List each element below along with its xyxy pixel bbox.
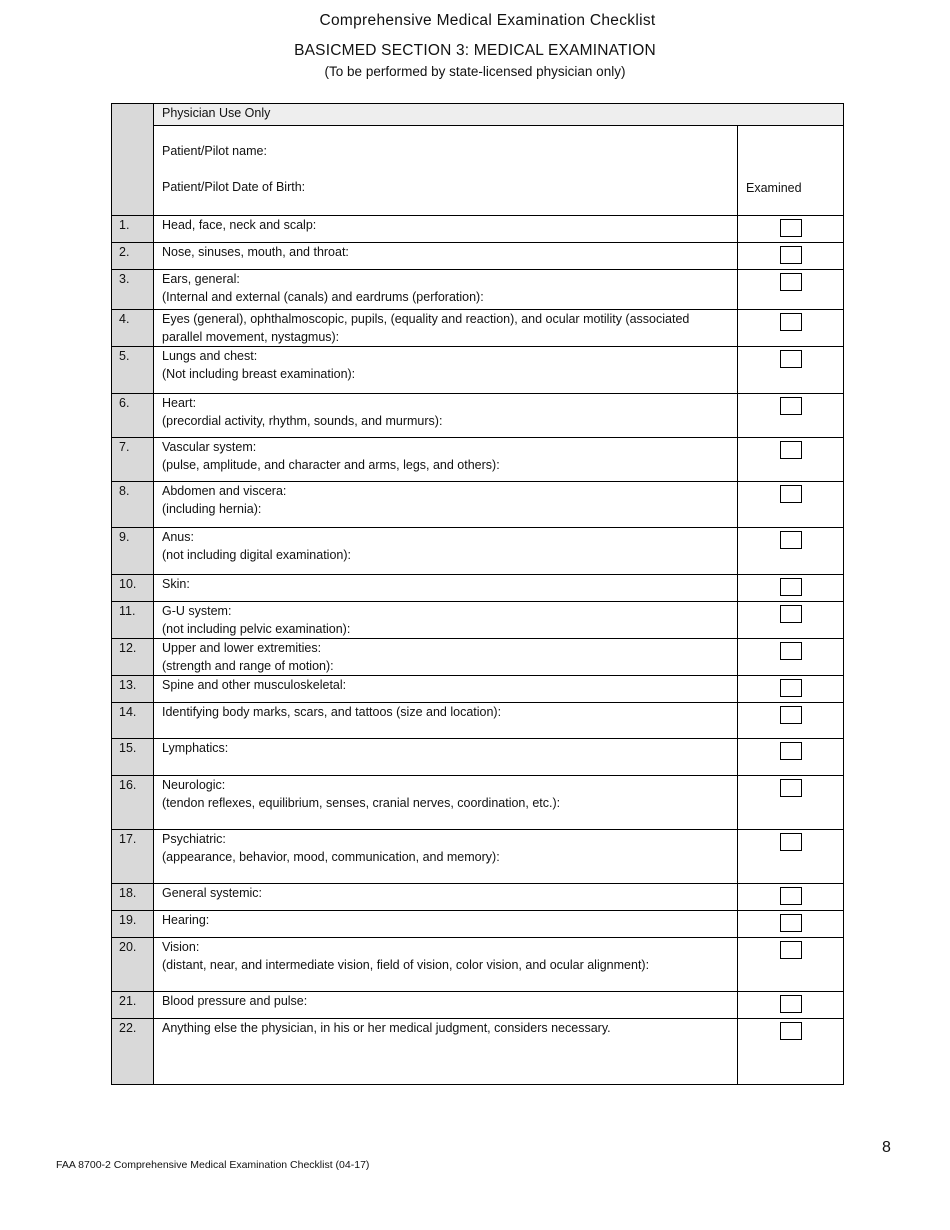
- item-title: Psychiatric:: [162, 832, 226, 846]
- item-title: Eyes (general), ophthalmoscopic, pupils, (equality and reaction), and ocular motility (associated: [162, 312, 690, 326]
- examined-checkbox[interactable]: [780, 350, 802, 368]
- table-row: [112, 830, 844, 884]
- examined-cell: [738, 776, 844, 830]
- item-description: [154, 676, 738, 703]
- examined-cell: [738, 911, 844, 938]
- table-row: [112, 639, 844, 676]
- item-number: 16.: [112, 776, 154, 830]
- examined-cell: [738, 676, 844, 703]
- examined-cell: [738, 830, 844, 884]
- item-description: [154, 270, 738, 310]
- examined-checkbox[interactable]: [780, 642, 802, 660]
- item-description: [154, 438, 738, 482]
- examined-cell: [738, 739, 844, 776]
- examined-cell: [738, 482, 844, 528]
- item-description: [154, 482, 738, 528]
- examined-cell: [738, 438, 844, 482]
- item-detail: (Not including breast examination):: [162, 367, 356, 381]
- examined-cell: [738, 216, 844, 243]
- item-description: [154, 911, 738, 938]
- examined-checkbox[interactable]: [780, 578, 802, 596]
- examined-checkbox[interactable]: [780, 742, 802, 760]
- item-number: 11.: [112, 602, 154, 639]
- table-row: [112, 776, 844, 830]
- examined-cell: [738, 310, 844, 347]
- item-title: Ears, general:: [162, 272, 240, 286]
- item-detail: (strength and range of motion):: [162, 659, 334, 673]
- item-number: 17.: [112, 830, 154, 884]
- examined-cell: [738, 270, 844, 310]
- examined-checkbox[interactable]: [780, 941, 802, 959]
- item-number: 12.: [112, 639, 154, 676]
- table-row: [112, 270, 844, 310]
- item-number: 1.: [112, 216, 154, 243]
- item-description: [154, 938, 738, 992]
- item-number: 18.: [112, 884, 154, 911]
- footer-form-id: FAA 8700-2 Comprehensive Medical Examination Checklist (04-17): [56, 1159, 370, 1171]
- item-description: [154, 243, 738, 270]
- examined-checkbox[interactable]: [780, 833, 802, 851]
- table-row: [112, 739, 844, 776]
- item-number: 7.: [112, 438, 154, 482]
- item-title: G-U system:: [162, 604, 232, 618]
- physician-use-label: Physician Use Only: [154, 104, 844, 126]
- item-number: 21.: [112, 992, 154, 1019]
- item-detail: (tendon reflexes, equilibrium, senses, cranial nerves, coordination, etc.):: [162, 796, 561, 810]
- table-row: [112, 1019, 844, 1085]
- table-row: [112, 676, 844, 703]
- table-row: [112, 482, 844, 528]
- item-title: Anything else the physician, in his or her medical judgment, considers necessary.: [162, 1021, 611, 1035]
- item-title: Neurologic:: [162, 778, 226, 792]
- examined-checkbox[interactable]: [780, 995, 802, 1013]
- examined-cell: [738, 347, 844, 394]
- item-title: Heart:: [162, 396, 197, 410]
- item-description: [154, 602, 738, 639]
- table-row: [112, 992, 844, 1019]
- table-row: [112, 938, 844, 992]
- examined-checkbox[interactable]: [780, 441, 802, 459]
- item-number: 5.: [112, 347, 154, 394]
- examined-checkbox[interactable]: [780, 1022, 802, 1040]
- item-title: Upper and lower extremities:: [162, 641, 322, 655]
- item-detail: (not including digital examination):: [162, 548, 351, 562]
- item-number: 15.: [112, 739, 154, 776]
- item-number: 13.: [112, 676, 154, 703]
- item-number: 9.: [112, 528, 154, 575]
- item-number: 19.: [112, 911, 154, 938]
- table-row: [112, 884, 844, 911]
- patient-dob-label: Patient/Pilot Date of Birth:: [162, 180, 306, 194]
- item-title: Anus:: [162, 530, 194, 544]
- examined-checkbox[interactable]: [780, 273, 802, 291]
- examined-checkbox[interactable]: [780, 313, 802, 331]
- item-description: [154, 830, 738, 884]
- examined-cell: [738, 602, 844, 639]
- examined-checkbox[interactable]: [780, 706, 802, 724]
- item-title: Head, face, neck and scalp:: [162, 218, 317, 232]
- examined-cell: [738, 394, 844, 438]
- table-row: [112, 347, 844, 394]
- item-description: [154, 575, 738, 602]
- item-number: 6.: [112, 394, 154, 438]
- table-row: [112, 528, 844, 575]
- item-detail: (pulse, amplitude, and character and arms, legs, and others):: [162, 458, 500, 472]
- item-title: General systemic:: [162, 886, 263, 900]
- item-detail: (not including pelvic examination):: [162, 622, 351, 636]
- examined-cell: [738, 938, 844, 992]
- item-number: 3.: [112, 270, 154, 310]
- patient-info-block: [154, 126, 738, 216]
- document-title: Comprehensive Medical Examination Checklist: [319, 12, 656, 29]
- examined-cell: [738, 703, 844, 739]
- item-description: [154, 776, 738, 830]
- item-detail: (appearance, behavior, mood, communication, and memory):: [162, 850, 500, 864]
- item-number: 4.: [112, 310, 154, 347]
- item-title: Nose, sinuses, mouth, and throat:: [162, 245, 349, 259]
- examined-cell: [738, 1019, 844, 1085]
- item-title: Abdomen and viscera:: [162, 484, 287, 498]
- item-description: [154, 992, 738, 1019]
- examined-checkbox[interactable]: [780, 246, 802, 264]
- examined-cell: [738, 639, 844, 676]
- examined-checkbox[interactable]: [780, 219, 802, 237]
- item-description: [154, 703, 738, 739]
- table-row: [112, 438, 844, 482]
- item-description: [154, 884, 738, 911]
- item-title: Vascular system:: [162, 440, 257, 454]
- item-number: 14.: [112, 703, 154, 739]
- table-row: [112, 216, 844, 243]
- item-detail: (including hernia):: [162, 502, 262, 516]
- table-row: [112, 394, 844, 438]
- item-description: [154, 1019, 738, 1085]
- item-number: 10.: [112, 575, 154, 602]
- examined-checkbox[interactable]: [780, 397, 802, 415]
- patient-name-label: Patient/Pilot name:: [162, 144, 267, 158]
- item-description: [154, 528, 738, 575]
- item-title: Identifying body marks, scars, and tattoos (size and location):: [162, 705, 502, 719]
- table-row: [112, 243, 844, 270]
- item-number: 8.: [112, 482, 154, 528]
- section-title: BASICMED SECTION 3: MEDICAL EXAMINATION: [294, 42, 656, 59]
- item-description: [154, 347, 738, 394]
- item-number: 20.: [112, 938, 154, 992]
- item-number: 22.: [112, 1019, 154, 1085]
- table-row: [112, 602, 844, 639]
- section-subtitle: (To be performed by state-licensed physician only): [324, 64, 626, 79]
- examined-column-header: Examined: [738, 126, 844, 216]
- item-title: Lungs and chest:: [162, 349, 258, 363]
- examination-checklist-table: [111, 103, 844, 1085]
- table-row: [112, 575, 844, 602]
- item-detail: parallel movement, nystagmus):: [162, 330, 340, 344]
- examined-checkbox[interactable]: [780, 485, 802, 503]
- item-number: 2.: [112, 243, 154, 270]
- item-title: Skin:: [162, 577, 190, 591]
- examined-cell: [738, 528, 844, 575]
- item-title: Blood pressure and pulse:: [162, 994, 308, 1008]
- item-detail: (precordial activity, rhythm, sounds, and murmurs):: [162, 414, 443, 428]
- examined-checkbox[interactable]: [780, 779, 802, 797]
- examined-cell: [738, 992, 844, 1019]
- table-row: [112, 911, 844, 938]
- item-detail: (distant, near, and intermediate vision, field of vision, color vision, and ocular alignment):: [162, 958, 650, 972]
- item-title: Hearing:: [162, 913, 210, 927]
- item-description: [154, 310, 738, 347]
- page-number: 8: [882, 1139, 891, 1156]
- item-description: [154, 394, 738, 438]
- examined-checkbox[interactable]: [780, 679, 802, 697]
- header-shade-cell: [112, 104, 154, 216]
- examined-checkbox[interactable]: [780, 887, 802, 905]
- examined-cell: [738, 243, 844, 270]
- examined-cell: [738, 884, 844, 911]
- examined-checkbox[interactable]: [780, 531, 802, 549]
- table-row: [112, 310, 844, 347]
- item-title: Spine and other musculoskeletal:: [162, 678, 347, 692]
- item-description: [154, 639, 738, 676]
- examined-checkbox[interactable]: [780, 914, 802, 932]
- item-title: Lymphatics:: [162, 741, 229, 755]
- item-description: [154, 216, 738, 243]
- item-description: [154, 739, 738, 776]
- item-title: Vision:: [162, 940, 200, 954]
- examined-checkbox[interactable]: [780, 605, 802, 623]
- examined-cell: [738, 575, 844, 602]
- item-detail: (Internal and external (canals) and eardrums (perforation):: [162, 290, 484, 304]
- table-row: [112, 703, 844, 739]
